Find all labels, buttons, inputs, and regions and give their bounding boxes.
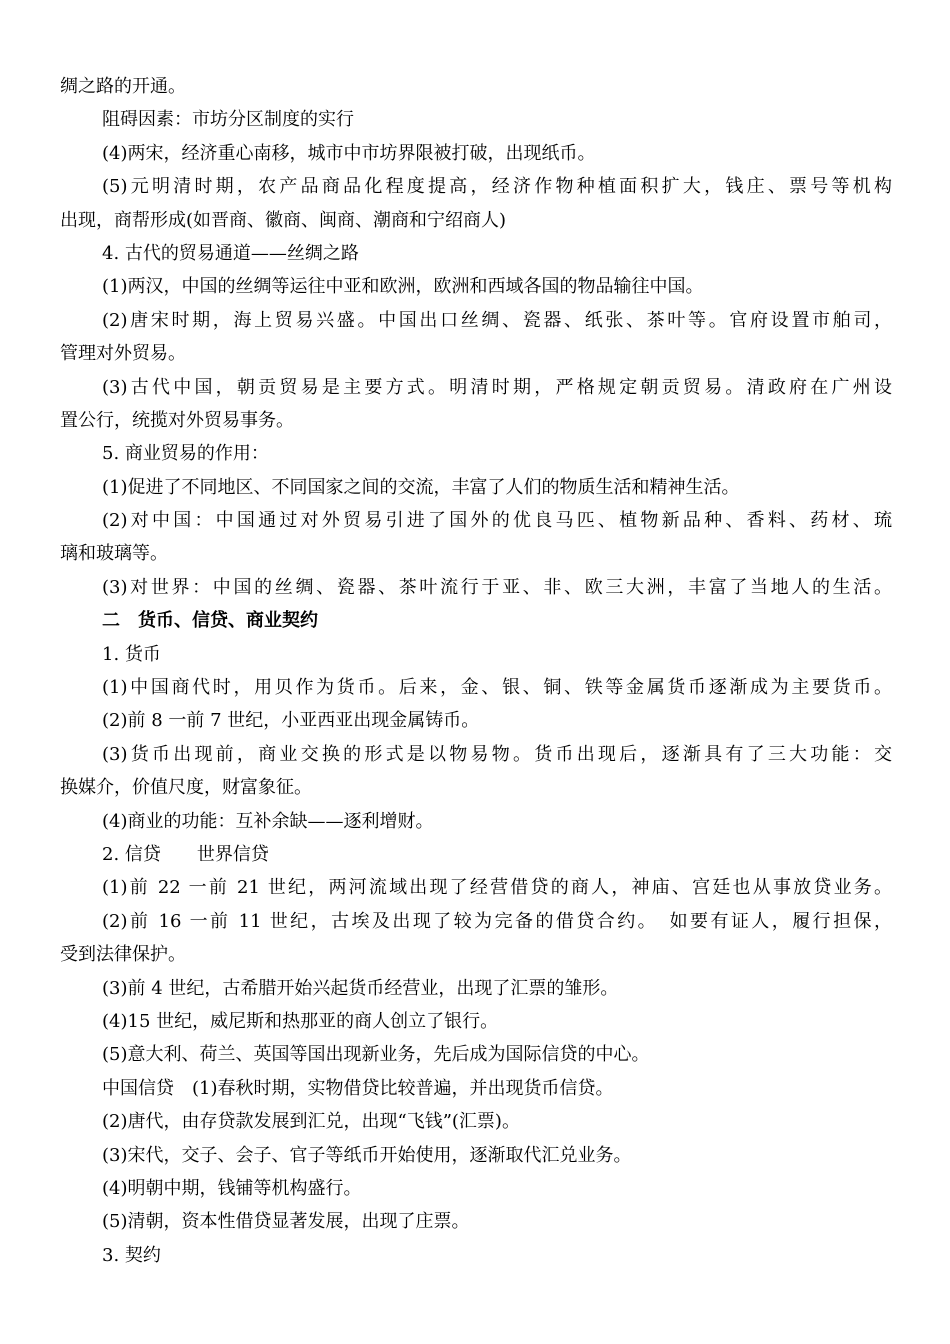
text-line: (3)前 4 世纪，古希腊开始兴起货币经营业，出现了汇票的雏形。 bbox=[102, 977, 619, 999]
text-line: (3)对世界：中国的丝绸、瓷器、茶叶流行于亚、非、欧三大洲，丰富了当地人的生活。 bbox=[102, 576, 892, 598]
text-line: 管理对外贸易。 bbox=[60, 343, 186, 365]
text-line: (2)唐宋时期，海上贸易兴盛。中国出口丝绸、瓷器、纸张、茶叶等。官府设置市舶司， bbox=[102, 309, 892, 331]
text-line: (4)两宋，经济重心南移，城市中市坊界限被打破，出现纸币。 bbox=[102, 142, 596, 164]
text-line: 阻碍因素：市坊分区制度的实行 bbox=[102, 109, 354, 131]
text-line: (2)前 16 一前 11 世纪，古埃及出现了较为完备的借贷合约。 如要有证人，履行担保， bbox=[102, 910, 892, 932]
section-heading: 4. 古代的贸易通道——丝绸之路 bbox=[102, 242, 359, 264]
text-line: 换媒介，价值尺度，财富象征。 bbox=[60, 777, 312, 799]
text-line: (2)对中国：中国通过对外贸易引进了国外的优良马匹、植物新品种、香料、药材、琉 bbox=[102, 510, 892, 532]
text-line: (3)货币出现前，商业交换的形式是以物易物。货币出现后，逐渐具有了三大功能：交 bbox=[102, 743, 892, 765]
text-line: (2)前 8 一前 7 世纪，小亚西亚出现金属铸币。 bbox=[102, 710, 480, 732]
text-line: (2)唐代，由存贷款发展到汇兑，出现“飞钱”(汇票)。 bbox=[102, 1111, 520, 1133]
text-line: (1)两汉，中国的丝绸等运往中亚和欧洲，欧洲和西域各国的物品输往中国。 bbox=[102, 276, 704, 298]
text-line: 出现，商帮形成(如晋商、徽商、闽商、潮商和宁绍商人) bbox=[60, 209, 507, 231]
text-line: (5)清朝，资本性借贷显著发展，出现了庄票。 bbox=[102, 1211, 470, 1233]
text-line: (4)明朝中期，钱铺等机构盛行。 bbox=[102, 1177, 362, 1199]
text-line: (1)前 22 一前 21 世纪，两河流域出现了经营借贷的商人，神庙、宫廷也从事放贷业务。 bbox=[102, 877, 892, 899]
chapter-heading: 二 货币、信贷、商业契约 bbox=[102, 610, 318, 632]
text-line: 中国信贷 (1)春秋时期，实物借贷比较普遍，并出现货币信贷。 bbox=[102, 1077, 614, 1099]
text-line: 璃和玻璃等。 bbox=[60, 543, 168, 565]
section-heading: 2. 信贷 世界信贷 bbox=[102, 843, 269, 865]
section-heading: 5. 商业贸易的作用： bbox=[102, 443, 269, 465]
text-line: (5)意大利、荷兰、英国等国出现新业务，先后成为国际信贷的中心。 bbox=[102, 1044, 650, 1066]
text-line: (1)中国商代时，用贝作为货币。后来，金、银、铜、铁等金属货币逐渐成为主要货币。 bbox=[102, 677, 892, 699]
text-line: 绸之路的开通。 bbox=[60, 76, 186, 97]
text-line: 置公行，统揽对外贸易事务。 bbox=[60, 409, 294, 431]
text-line: (4)15 世纪，威尼斯和热那亚的商人创立了银行。 bbox=[102, 1010, 499, 1032]
text-line: (1)促进了不同地区、不同国家之间的交流，丰富了人们的物质生活和精神生活。 bbox=[102, 476, 740, 498]
text-line: (3)古代中国，朝贡贸易是主要方式。明清时期，严格规定朝贡贸易。清政府在广州设 bbox=[102, 376, 892, 398]
text-line: (5)元明清时期，农产品商品化程度提高，经济作物种植面积扩大，钱庄、票号等机构 bbox=[102, 176, 892, 198]
text-line: 受到法律保护。 bbox=[60, 944, 186, 966]
document-page bbox=[60, 70, 892, 1272]
section-heading: 1. 货币 bbox=[102, 643, 161, 665]
section-heading: 3. 契约 bbox=[102, 1244, 161, 1266]
text-line: (4)商业的功能：互补余缺——逐利增财。 bbox=[102, 810, 434, 832]
text-line: (3)宋代，交子、会子、官子等纸币开始使用，逐渐取代汇兑业务。 bbox=[102, 1144, 632, 1166]
